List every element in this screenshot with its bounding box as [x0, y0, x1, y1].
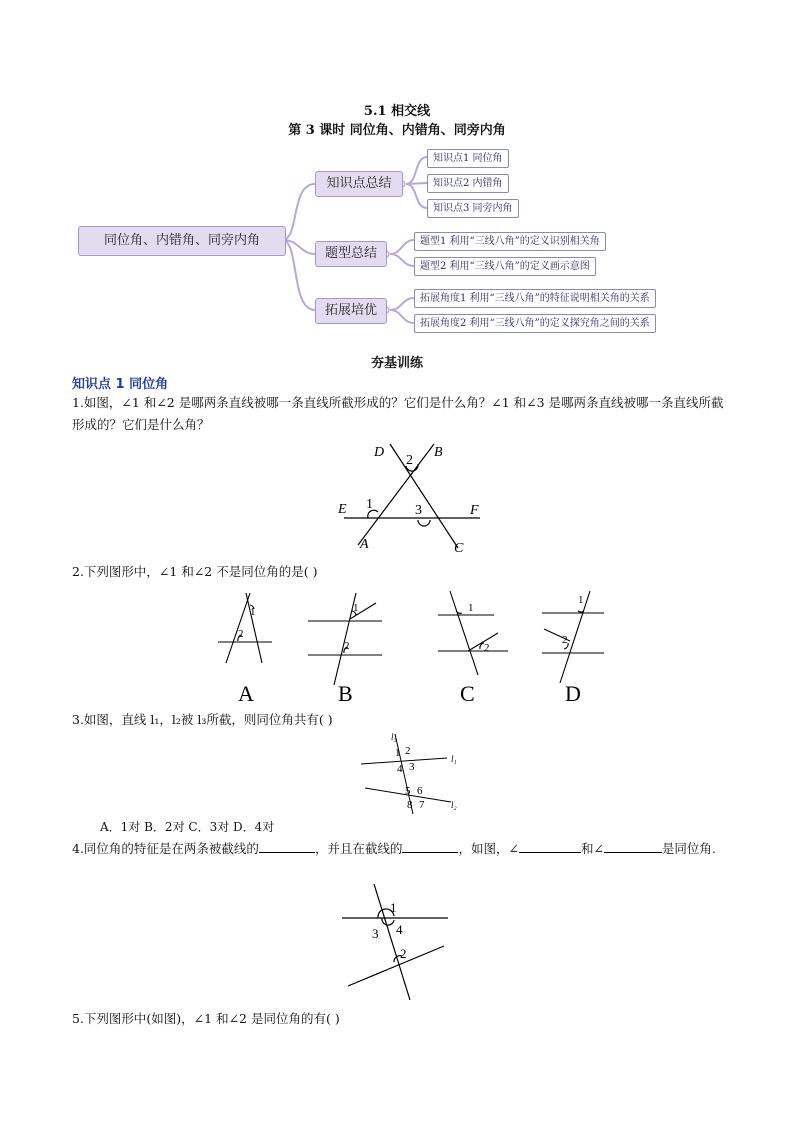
label-c: C: [454, 541, 464, 556]
leaf-ext2: 拓展角度2 利用“三线八角”的定义探究角之间的关系: [414, 314, 656, 333]
branch-question-types: 题型总结: [315, 241, 387, 267]
q4-blank-3[interactable]: [519, 840, 581, 853]
leaf-kp1: 知识点1 同位角: [427, 149, 509, 168]
label-a: A: [360, 537, 369, 552]
label-d: D: [374, 445, 385, 460]
q3-l3-label: l₃: [391, 732, 397, 742]
q4-angle-4: 4: [396, 922, 403, 937]
q2a-angle-1: 1: [250, 606, 256, 618]
question-3-choices: A．1对 B．2对 C．3对 D．4对: [100, 820, 275, 834]
leaf-kp3: 知识点3 同旁内角: [427, 199, 519, 218]
q2-figures: [210, 585, 620, 707]
q3-l2-label: l₂: [451, 800, 457, 810]
q3-angle-3: 3: [409, 761, 415, 773]
leaf-ext1: 拓展角度1 利用“三线八角”的特征说明相关角的关系: [414, 289, 656, 308]
section-title: 5.1 相交线: [363, 104, 431, 119]
branch-knowledge: 知识点总结: [315, 171, 403, 197]
q3-angle-7: 7: [419, 799, 425, 811]
q1-figure: [330, 438, 490, 558]
q3-angle-8: 8: [407, 799, 413, 811]
label-angle-2: 2: [406, 453, 413, 468]
q4-text-a: 4.同位角的特征是在两条被截线的: [72, 841, 259, 856]
training-title: 夯基训练: [370, 356, 423, 371]
question-4: [72, 838, 732, 860]
q3-angle-4: 4: [397, 763, 403, 775]
label-f: F: [470, 503, 479, 518]
q4-figure: [338, 880, 454, 1004]
leaf-kp2: 知识点2 内错角: [427, 174, 509, 193]
q3-l1-label: l₁: [451, 754, 457, 764]
question-5: 5.下列图形中(如图)，∠1 和∠2 是同位角的有( ): [72, 1011, 340, 1026]
q4-angle-2: 2: [400, 946, 407, 961]
lesson-title: 第 3 课时 同位角、内错角、同旁内角: [288, 123, 506, 138]
leaf-type2: 题型2 利用“三线八角”的定义画示意图: [414, 257, 596, 276]
q3-angle-5: 5: [405, 785, 411, 797]
q3-angle-1: 1: [395, 747, 401, 759]
knowledge-point-heading: 知识点 1 同位角: [72, 377, 169, 392]
q2a-angle-2: 2: [238, 628, 244, 640]
q4-text-d: 和∠: [580, 841, 604, 856]
q2b-angle-2: 2: [344, 640, 350, 652]
question-2: 2.下列图形中，∠1 和∠2 不是同位角的是( ): [72, 564, 318, 579]
mindmap-root: 同位角、内错角、同旁内角: [78, 226, 286, 256]
q2c-angle-1: 1: [468, 602, 474, 614]
q4-text-c: ，如图，∠: [458, 841, 519, 856]
line-dc: [390, 444, 458, 548]
q2c-angle-2: 2: [484, 642, 490, 654]
branch-extension: 拓展培优: [315, 298, 387, 324]
q4-angle-3: 3: [372, 926, 379, 941]
q2-option-c: C: [460, 681, 475, 706]
q4-blank-1[interactable]: [259, 840, 315, 853]
q3-figure: [355, 728, 475, 816]
q2-option-d: D: [565, 681, 581, 706]
q2d-angle-2: 2: [562, 634, 568, 646]
question-3: 3.如图，直线 l₁，l₂被 l₃所截，则同位角共有( ): [72, 712, 333, 727]
q4-blank-4[interactable]: [604, 840, 662, 853]
label-e: E: [338, 502, 347, 517]
q3-angle-6: 6: [417, 785, 423, 797]
q4-text-e: 是同位角.: [661, 841, 716, 856]
q2d-angle-1: 1: [578, 594, 584, 606]
q4-text-b: ，并且在截线的: [314, 841, 403, 856]
q2-option-b: B: [338, 681, 353, 706]
q2-option-a: A: [238, 681, 254, 706]
q2b-angle-1: 1: [353, 602, 359, 614]
label-angle-3: 3: [415, 503, 422, 518]
label-angle-1: 1: [366, 497, 373, 512]
question-1: 1.如图，∠1 和∠2 是哪两条直线被哪一条直线所截形成的？它们是什么角？∠1 和∠3 是哪两条直线被哪一条直线所截形成的？它们是什么角？: [72, 395, 724, 432]
q3-angle-2: 2: [405, 745, 411, 757]
label-b: B: [434, 445, 443, 460]
leaf-type1: 题型1 利用“三线八角”的定义识别相关角: [414, 232, 606, 251]
q4-angle-1: 1: [390, 900, 397, 915]
q4-blank-2[interactable]: [402, 840, 458, 853]
